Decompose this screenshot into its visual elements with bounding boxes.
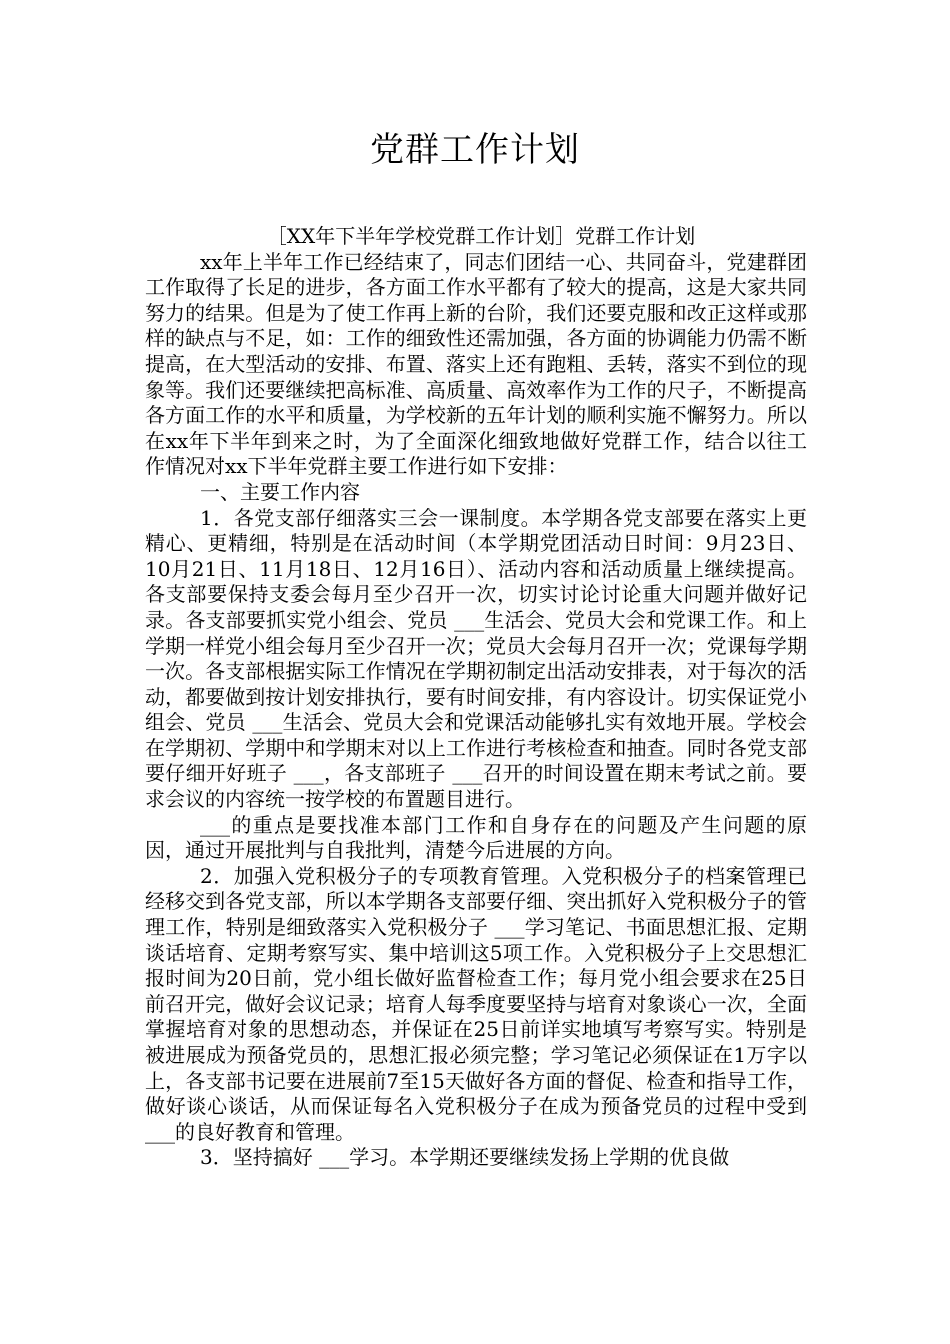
paragraph-intro: xx年上半年工作已经结束了，同志们团结一心、共同奋斗，党建群团工作取得了长足的进步，各方面工作水平都有了较大的提高，这是大家共同努力的结果。但是为了使工作再上新的台阶，我们还要克服和改正这样或那样的缺点与不足，如：工作的细致性还需加强，各方面的协调能力仍需不断提高，在大型活动的安排、布置、落实上还有跑粗、丢转，落实不到位的现象等。我们还要继续把高标准、高质量、高效率作为工作的尺子，不断提高各方面工作的水平和质量，为学校新的五年计划的顺利实施不懈努力。所以在xx年下半年到来之时，为了全面深化细致地做好党群工作，结合以往工作情况对xx下半年党群主要工作进行如下安排：: [145, 249, 807, 479]
document-body: [145, 224, 807, 1171]
paragraph-item-1-continued: ___的重点是要找准本部门工作和自身存在的问题及产生问题的原因，通过开展批判与自我批判，清楚今后进展的方向。: [145, 812, 807, 863]
document-subtitle: ［XX年下半年学校党群工作计划］党群工作计划: [266, 224, 696, 248]
section-heading: 一、主要工作内容: [200, 479, 360, 504]
document-title: 党群工作计划: [370, 130, 580, 170]
paragraph-item-3: 3．坚持搞好 ___学习。本学期还要继续发扬上学期的优良做: [200, 1145, 730, 1170]
paragraph-item-2: 2．加强入党积极分子的专项教育管理。入党积极分子的档案管理已经移交到各党支部，所以本学期各支部要仔细、突出抓好入党积极分子的管理工作，特别是细致落实入党积极分子 ___学习笔记、书面思想汇报、定期谈话培育、定期考察写实、集中培训这5项工作。入党积极分子上交思想汇报时间为20日前，党小组长做好监督检查工作；每月党小组会要求在25日前召开完，做好会议记录；培育人每季度要坚持与培育对象谈心一次，全面掌握培育对象的思想动态，并保证在25日前详实地填写考察写实。特别是被进展成为预备党员的，思想汇报必须完整；学习笔记必须保证在1万字以上，各支部书记要在进展前7至15天做好各方面的督促、检查和指导工作，做好谈心谈话，从而保证每名入党积极分子在成为预备党员的过程中受到 ___的良好教育和管理。: [145, 863, 807, 1144]
paragraph-item-1: 1．各党支部仔细落实三会一课制度。本学期各党支部要在落实上更精心、更精细，特别是在活动时间（本学期党团活动日时间：9月23日、10月21日、11月18日、12月16日）、活动内容和活动质量上继续提高。各支部要保持支委会每月至少召开一次，切实讨论讨论重大问题并做好记录。各支部要抓实党小组会、党员 ___生活会、党员大会和党课工作。和上学期一样党小组会每月至少召开一次；党员大会每月召开一次；党课每学期一次。各支部根据实际工作情况在学期初制定出活动安排表，对于每次的活动，都要做到按计划安排执行，要有时间安排，有内容设计。切实保证党小组会、党员 ___生活会、党员大会和党课活动能够扎实有效地开展。学校会在学期初、学期中和学期末对以上工作进行考核检查和抽查。同时各党支部要仔细开好班子 ___，各支部班子 ___召开的时间设置在期末考试之前。要求会议的内容统一按学校的布置题目进行。: [145, 505, 807, 812]
